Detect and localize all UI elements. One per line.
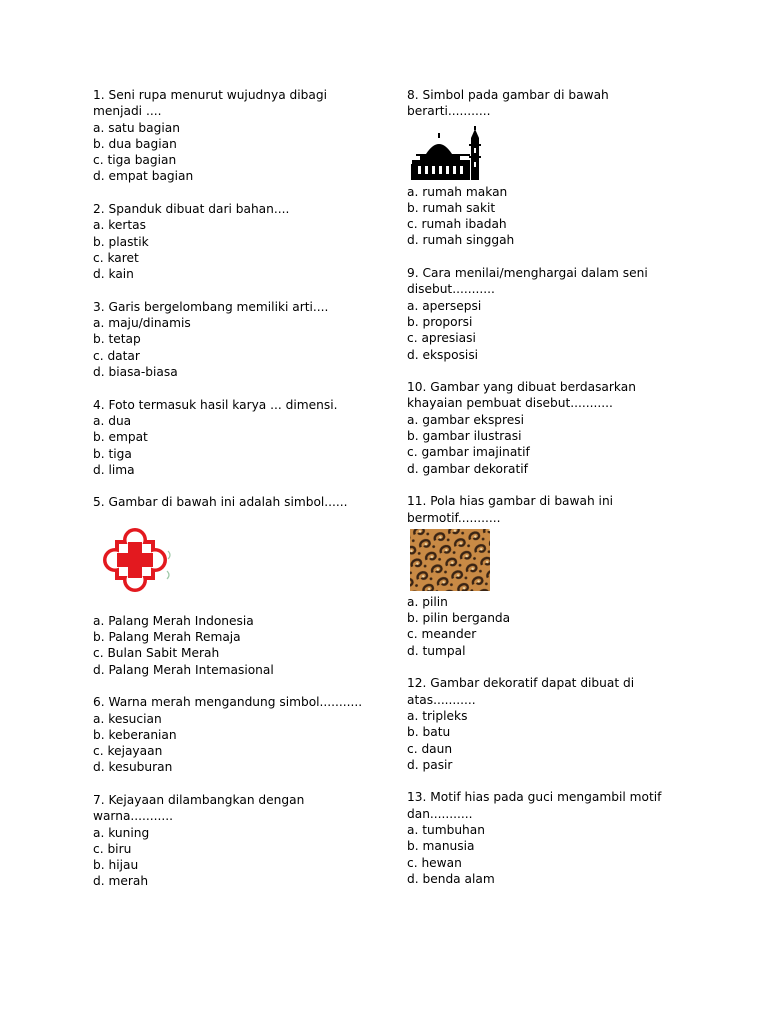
option-d: d. gambar dekoratif xyxy=(407,461,528,476)
option-a: a. kertas xyxy=(93,218,146,233)
option-b: b. manusia xyxy=(407,839,475,854)
question-text: 10. Gambar yang dibuat berdasarkan khayaian pembuat disebut........... xyxy=(407,380,636,411)
question-text: 5. Gambar di bawah ini adalah simbol...... xyxy=(93,495,348,510)
option-b: b. pilin berganda xyxy=(407,611,511,626)
question-11 xyxy=(407,493,677,659)
question-text: 11. Pola hias gambar di bawah ini bermotif........... xyxy=(407,494,614,525)
question-6 xyxy=(93,694,363,775)
option-a: a. dua xyxy=(93,413,132,428)
option-c: b. hijau xyxy=(93,858,139,873)
option-d: d. kain xyxy=(93,267,134,282)
option-a: a. gambar ekspresi xyxy=(407,412,525,427)
batik-pattern-icon xyxy=(410,529,490,591)
option-a: a. maju/dinamis xyxy=(93,316,191,331)
option-c: c. apresiasi xyxy=(407,331,476,346)
question-text: 3. Garis bergelombang memiliki arti.... xyxy=(93,299,329,314)
option-b: b. tetap xyxy=(93,332,141,347)
option-d: d. benda alam xyxy=(407,871,495,886)
question-1 xyxy=(93,87,363,185)
question-3 xyxy=(93,299,363,380)
question-8 xyxy=(407,87,677,249)
question-text: 1. Seni rupa menurut wujudnya dibagi menjadi .... xyxy=(93,88,328,119)
option-d: d. Palang Merah Intemasional xyxy=(93,662,274,677)
option-d: d. tumpal xyxy=(407,643,466,658)
option-d: d. merah xyxy=(93,874,149,889)
question-5 xyxy=(93,494,363,677)
question-text: 6. Warna merah mengandung simbol........... xyxy=(93,695,363,710)
question-7 xyxy=(93,792,363,890)
option-c: c. kejayaan xyxy=(93,744,163,759)
option-d: d. empat bagian xyxy=(93,169,194,184)
option-a: a. rumah makan xyxy=(407,184,508,199)
question-13 xyxy=(407,789,677,887)
question-2 xyxy=(93,201,363,282)
question-text: 4. Foto termasuk hasil karya ... dimensi. xyxy=(93,397,338,412)
option-c: c. hewan xyxy=(407,855,462,870)
option-d: d. biasa-biasa xyxy=(93,365,178,380)
option-b: b. keberanian xyxy=(93,727,177,742)
option-a: a. Palang Merah Indonesia xyxy=(93,613,254,628)
option-d: d. pasir xyxy=(407,757,453,772)
option-b: b. dua bagian xyxy=(93,136,177,151)
option-c: c. daun xyxy=(407,741,453,756)
option-b: b. empat xyxy=(93,430,148,445)
option-d: d. kesuburan xyxy=(93,760,173,775)
option-b: c. biru xyxy=(93,841,132,856)
option-c: c. gambar imajinatif xyxy=(407,445,530,460)
option-a: a. tumbuhan xyxy=(407,822,485,837)
question-12 xyxy=(407,675,677,773)
option-c: c. tiga bagian xyxy=(93,153,177,168)
question-text: 9. Cara menilai/menghargai dalam seni disebut........... xyxy=(407,266,648,297)
right-column xyxy=(407,87,677,903)
option-b: b. proporsi xyxy=(407,314,473,329)
option-c: c. Bulan Sabit Merah xyxy=(93,646,220,661)
option-c: c. datar xyxy=(93,348,140,363)
option-d: d. eksposisi xyxy=(407,347,479,362)
option-c: b. tiga xyxy=(93,446,132,461)
option-c: c. rumah ibadah xyxy=(407,217,507,232)
option-a: a. apersepsi xyxy=(407,298,482,313)
mosque-icon xyxy=(410,120,490,182)
option-b: b. gambar ilustrasi xyxy=(407,429,522,444)
question-4 xyxy=(93,397,363,478)
option-a: a. satu bagian xyxy=(93,120,180,135)
option-c: c. meander xyxy=(407,627,477,642)
option-a: a. pilin xyxy=(407,594,448,609)
question-text: 13. Motif hias pada guci mengambil motif dan........... xyxy=(407,790,662,821)
question-text: 12. Gambar dekoratif dapat dibuat di atas........... xyxy=(407,676,635,707)
option-a: a. tripleks xyxy=(407,708,468,723)
option-d: d. lima xyxy=(93,462,135,477)
left-column xyxy=(93,87,363,906)
option-b: b. Palang Merah Remaja xyxy=(93,630,241,645)
option-b: b. batu xyxy=(407,725,451,740)
option-a: a. kesucian xyxy=(93,711,162,726)
option-d: d. rumah singgah xyxy=(407,233,515,248)
question-text: 7. Kejayaan dilambangkan dengan warna........... xyxy=(93,792,305,824)
question-text: 8. Simbol pada gambar di bawah berarti........... xyxy=(407,88,609,119)
question-9 xyxy=(407,265,677,363)
option-b: b. rumah sakit xyxy=(407,200,496,215)
question-10 xyxy=(407,379,677,477)
option-c: c. karet xyxy=(93,250,139,265)
question-text: 2. Spanduk dibuat dari bahan.... xyxy=(93,202,290,217)
option-b: b. plastik xyxy=(93,234,149,249)
option-a: a. kuning xyxy=(93,825,150,840)
red-cross-icon xyxy=(95,527,175,593)
